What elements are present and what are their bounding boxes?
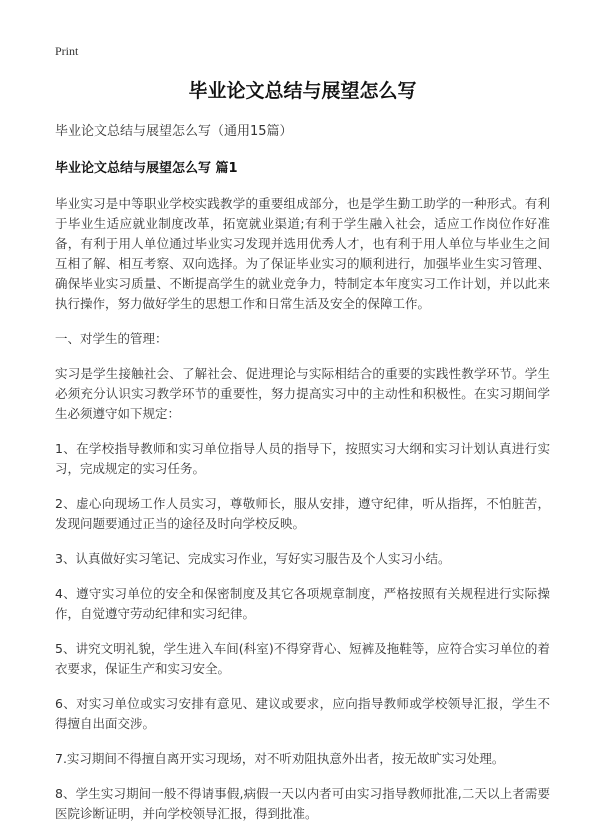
paragraph-intro: 毕业实习是中等职业学校实践教学的重要组成部分，也是学生勤工助学的一种形式。有利于毕业生适应就业制度改革，拓宽就业渠道;有利于学生融入社会，适应工作岗位作好准备，有利于用人单位通过毕业实习发现并选用优秀人才，也有利于用人单位与毕业生之间互相了解、相互考察、双向选择。为了保证毕业实习的顺利进行，加强毕业生实习管理、确保毕业实习质量、不断提高学生的就业竞争力，特制定本年度实习工作计划，并以此来执行操作，努力做好学生的思想工作和日常生活及安全的保障工作。 [55,196,550,311]
rule-item-2: 2、虚心向现场工作人员实习，尊敬师长，服从安排，遵守纪律，听从指挥，不怕脏苦，发现问题要通过正当的途径及时向学校反映。 [55,496,550,531]
page-title: 毕业论文总结与展望怎么写 [188,80,417,102]
rule-item-1: 1、在学校指导教师和实习单位指导人员的指导下，按照实习大纲和实习计划认真进行实习，完成规定的实习任务。 [55,441,550,476]
article-body [55,194,550,824]
rule-item-8: 8、学生实习期间一般不得请事假,病假一天以内者可由实习指导教师批准,二天以上者需要医院诊断证明，并向学校领导汇报，得到批准。 [55,786,550,821]
rule-item-6: 6、对实习单位或实习安排有意见、建议或要求，应向指导教师或学校领导汇报，学生不得擅自出面交涉。 [55,696,550,731]
paragraph-internship-rules-intro: 实习是学生接触社会、了解社会、促进理论与实际相结合的重要的实践性教学环节。学生必须充分认识实习教学环节的重要性，努力提高实习中的主动性和积极性。在实习期间学生必须遵守如下规定： [55,366,550,421]
document-subtitle: 毕业论文总结与展望怎么写（通用15篇） [55,124,293,139]
rule-item-3: 3、认真做好实习笔记、完成实习作业，写好实习服告及个人实习小结。 [55,551,451,566]
print-link[interactable]: Print [55,44,79,58]
paragraph-student-management-heading: 一、对学生的管理： [55,331,168,346]
rule-item-7: 7.实习期间不得擅自离开实习现场，对不听劝阻执意外出者，按无故旷实习处理。 [55,751,505,766]
section-heading: 毕业论文总结与展望怎么写 篇1 [55,161,238,176]
rule-item-5: 5、讲究文明礼貌，学生进入车间(科室)不得穿背心、短裤及拖鞋等，应符合实习单位的着衣要求，保证生产和实习安全。 [55,641,550,676]
rule-item-4: 4、遵守实习单位的安全和保密制度及其它各项规章制度，严格按照有关规程进行实际操作，自觉遵守劳动纪律和实习纪律。 [55,586,550,621]
